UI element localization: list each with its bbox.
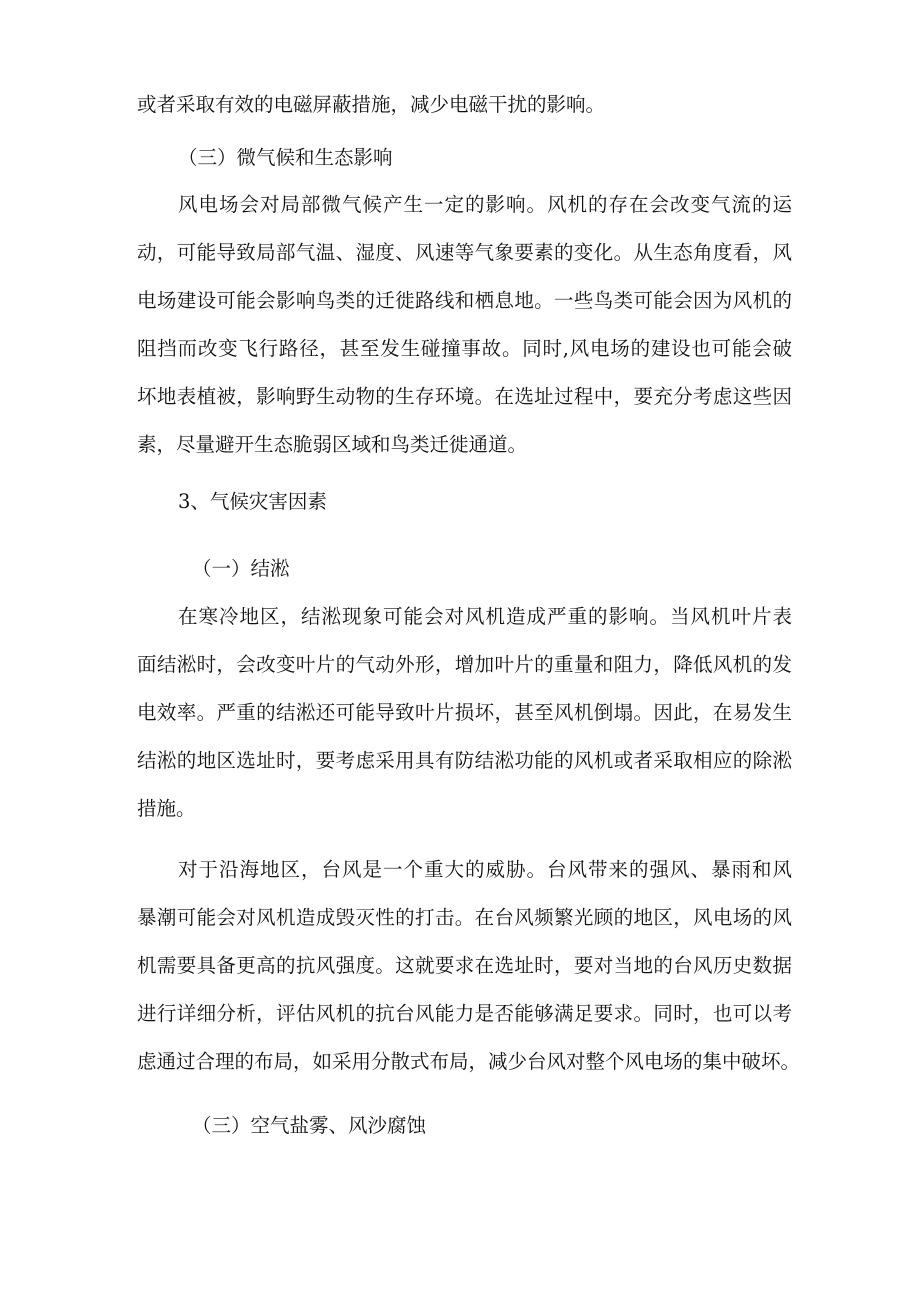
paragraph-line: 对于沿海地区，台风是一个重大的威胁。台风带来的强风、暴雨和风 xyxy=(178,858,792,881)
paragraph-line: 风电场会对局部微气候产生一定的影响。风机的存在会改变气流的运 xyxy=(178,193,792,216)
paragraph-line: 机需要具备更高的抗风强度。这就要求在选址时，要对当地的台风历史数据 xyxy=(137,954,792,977)
paragraph-line: 面结淞时，会改变叶片的气动外形，增加叶片的重量和阻力，降低风机的发 xyxy=(137,653,792,676)
paragraph-line: 电效率。严重的结淞还可能导致叶片损坏，甚至风机倒塌。因此，在易发生 xyxy=(137,701,792,724)
paragraph-line: 动，可能导致局部气温、湿度、风速等气象要素的变化。从生态角度看，风 xyxy=(137,241,792,264)
paragraph-line: 暴潮可能会对风机造成毁灭性的打击。在台风频繁光顾的地区，风电场的风 xyxy=(137,906,792,929)
paragraph-line: 进行详细分析，评估风机的抗台风能力是否能够满足要求。同时，也可以考 xyxy=(137,1002,792,1025)
section-heading-climate-hazards: 3、气候灾害因素 xyxy=(178,490,327,513)
section-heading-microclimate: （三）微气候和生态影响 xyxy=(178,146,393,169)
paragraph-line: 或者采取有效的电磁屏蔽措施，减少电磁干扰的影响。 xyxy=(137,93,606,116)
paragraph-line: 电场建设可能会影响鸟类的迁徙路线和栖息地。一些鸟类可能会因为风机的 xyxy=(137,289,792,312)
paragraph-line: 虑通过合理的布局，如采用分散式布局，减少台风对整个风电场的集中破坏。 xyxy=(137,1050,801,1073)
paragraph-line: 结淞的地区选址时，要考虑采用具有防结淞功能的风机或者采取相应的除淞 xyxy=(137,749,792,772)
paragraph-line: 措施。 xyxy=(137,797,196,820)
section-heading-salt-fog: （三）空气盐雾、风沙腐蚀 xyxy=(192,1114,427,1137)
paragraph-line: 素，尽量避开生态脆弱区域和鸟类迁徙通道。 xyxy=(137,433,528,456)
paragraph-line: 阻挡而改变飞行路径，甚至发生碰撞事故。同时,风电场的建设也可能会破 xyxy=(137,337,792,360)
section-heading-icing: （一）结淞 xyxy=(192,557,290,580)
paragraph-line: 坏地表植被，影响野生动物的生存环境。在选址过程中，要充分考虑这些因 xyxy=(137,385,792,408)
paragraph-line: 在寒冷地区，结淞现象可能会对风机造成严重的影响。当风机叶片表 xyxy=(178,605,792,628)
